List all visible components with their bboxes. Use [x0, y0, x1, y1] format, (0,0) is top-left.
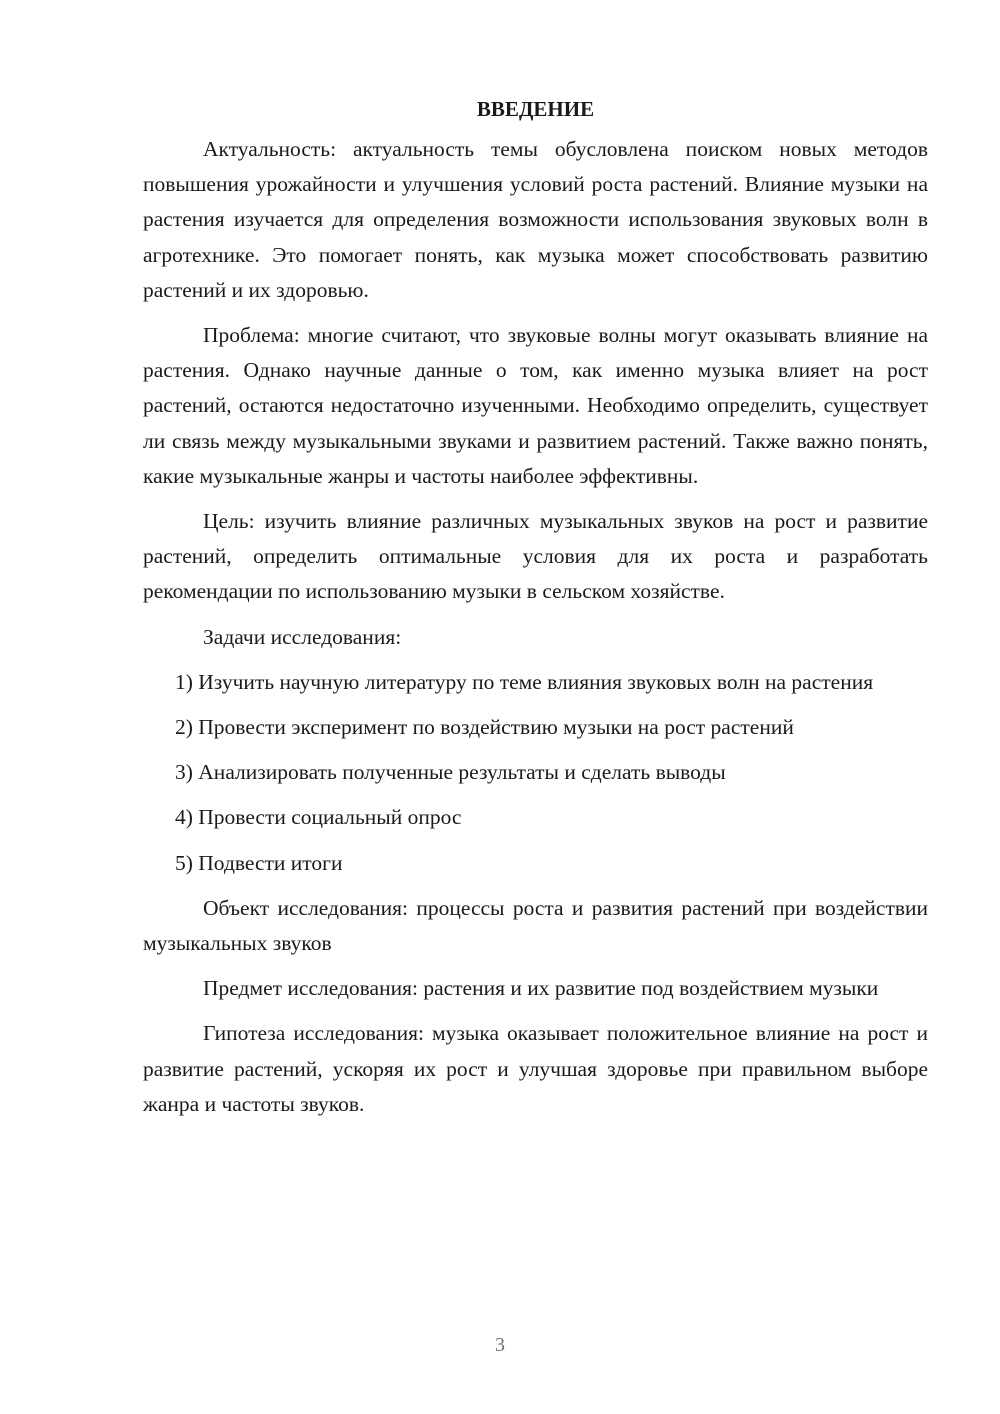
task-item-5: 5) Подвести итоги	[175, 850, 343, 875]
subject-paragraph: Предмет исследования: растения и их развитие под воздействием музыки	[203, 976, 879, 1001]
task-item-3: 3) Анализировать полученные результаты и сделать выводы	[175, 760, 726, 785]
task-item-4: 4) Провести социальный опрос	[175, 805, 462, 830]
task-item-1: 1) Изучить научную литературу по теме влияния звуковых волн на растения	[175, 669, 874, 694]
page-number: 3	[495, 1334, 505, 1356]
goal-paragraph: Цель: изучить влияние различных музыкальных звуков на рост и развитие растений, определить оптимальные условия для их роста и разработать рекомендации по использованию музыки в сельском хозяйстве.	[143, 509, 928, 604]
problem-paragraph: Проблема: многие считают, что звуковые волны могут оказывать влияние на растения. Однако научные данные о том, как именно музыка влияет на рост растений, остаются недостаточно изученными. Необходимо определить, существует ли связь между музыкальными звуками и развитием растений. Также важно понять, какие музыкальные жанры и частоты наиболее эффективны.	[143, 323, 928, 488]
section-heading: ВВЕДЕНИЕ	[476, 97, 595, 121]
relevance-paragraph: Актуальность: актуальность темы обусловлена поиском новых методов повышения урожайности и улучшения условий роста растений. Влияние музыки на растения изучается для определения возможности использования звуковых волн в агротехнике. Это помогает понять, как музыка может способствовать развитию растений и их здоровью.	[143, 137, 928, 302]
task-item-2: 2) Провести эксперимент по воздействию музыки на рост растений	[175, 715, 794, 740]
tasks-heading: Задачи исследования:	[203, 624, 402, 649]
hypothesis-paragraph: Гипотеза исследования: музыка оказывает положительное влияние на рост и развитие растений, ускоряя их рост и улучшая здоровье при правильном выборе жанра и частоты звуков.	[143, 1021, 928, 1116]
document-page	[143, 92, 928, 1132]
object-paragraph: Объект исследования: процессы роста и развития растений при воздействии музыкальных звуков	[143, 895, 928, 956]
